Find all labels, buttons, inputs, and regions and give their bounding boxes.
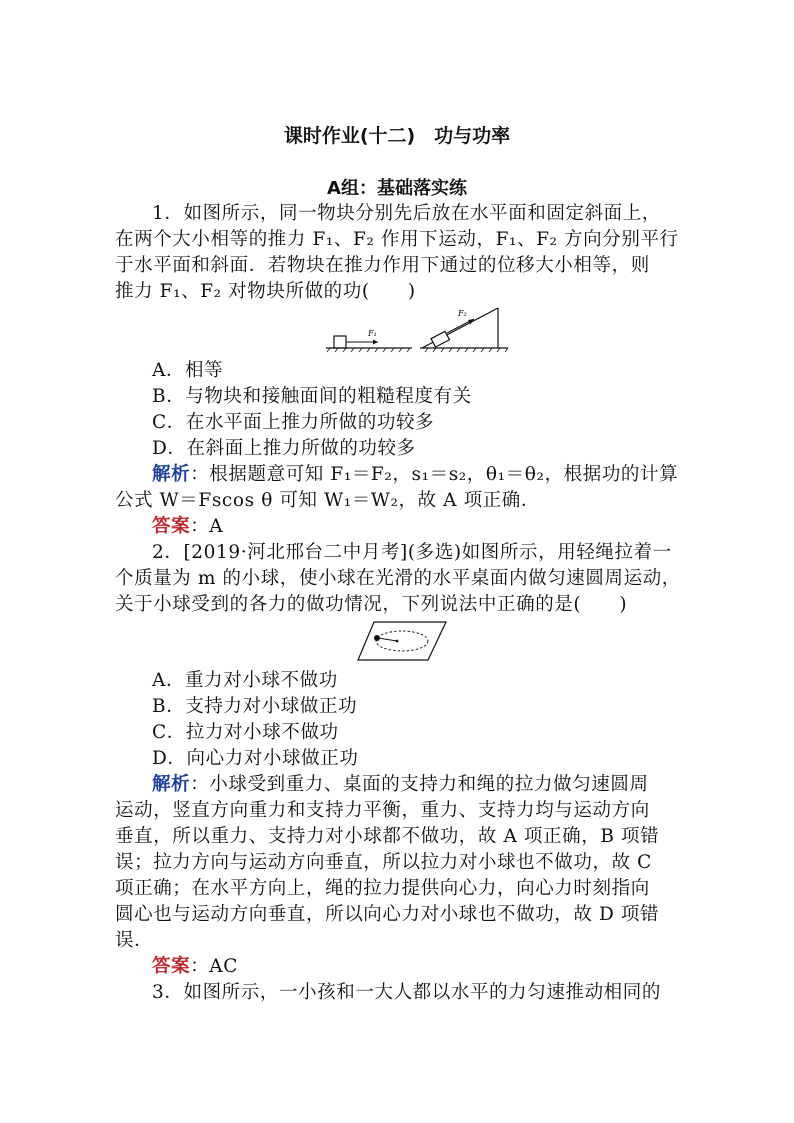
q2-option-d: D．向心力对小球做正功 [152, 748, 359, 769]
q2-line-3: 关于小球受到的各力的做功情况，下列说法中正确的是( ) [115, 594, 628, 615]
q2-analysis-line-4: 误；拉力方向与运动方向垂直，所以拉力对小球也不做功，故 C [115, 852, 652, 873]
q2-option-b: B．支持力对小球做正功 [152, 696, 358, 717]
q1-line-4: 推力 F₁、F₂ 对物块所做的功( ) [115, 281, 416, 302]
answer-text: ：A [190, 516, 224, 537]
analysis-label: 解析 [152, 774, 191, 795]
q1-option-d: D．在斜面上推力所做的功较多 [152, 438, 416, 459]
q1-line-1: 1．如图所示，同一物块分别先后放在水平面和固定斜面上， [152, 203, 661, 224]
page-title: 课时作业(十二) 功与功率 [283, 125, 511, 147]
q2-analysis-line-5: 项正确；在水平方向上，绳的拉力提供向心力，向心力时刻指向 [115, 878, 650, 899]
q2-answer [152, 954, 722, 980]
q1-figure [322, 306, 512, 354]
q1-option-c: C．在水平面上推力所做的功较多 [152, 412, 435, 433]
answer-label: 答案 [152, 516, 191, 537]
answer-label: 答案 [152, 956, 191, 977]
q1-option-b: B．与物块和接触面间的粗糙程度有关 [152, 386, 472, 407]
q1-line-3: 于水平面和斜面．若物块在推力作用下通过的位移大小相等，则 [115, 255, 650, 276]
q2-analysis-line-7: 误． [115, 930, 154, 951]
q1-option-a: A．相等 [152, 360, 224, 381]
q2-analysis-line-1 [152, 772, 722, 798]
section-heading: A组：基础落实练 [327, 178, 467, 199]
f2-label: F₂ [458, 309, 467, 318]
q2-analysis-line-2: 运动，竖直方向重力和支持力平衡，重力、支持力均与运动方向 [115, 800, 650, 821]
q1-line-2: 在两个大小相等的推力 F₁、F₂ 作用下运动，F₁、F₂ 方向分别平行 [115, 229, 679, 250]
q1-answer [152, 514, 722, 540]
q2-option-c: C．拉力对小球不做功 [152, 722, 339, 743]
q1-analysis-line-2: 公式 W＝Fscos θ 可知 W₁＝W₂，故 A 项正确． [115, 490, 540, 511]
analysis-text: ：根据题意可知 F₁＝F₂，s₁＝s₂，θ₁＝θ₂，根据功的计算 [190, 464, 679, 485]
q2-analysis-line-6: 圆心也与运动方向垂直，所以向心力对小球也不做功，故 D 项错 [115, 904, 660, 925]
q2-line-1: 2．[2019·河北邢台二中月考](多选)如图所示，用轻绳拉着一 [152, 542, 672, 563]
q2-analysis-line-3: 垂直，所以重力、支持力对小球都不做功，故 A 项正确，B 项错 [115, 826, 660, 847]
answer-text: ：AC [190, 956, 239, 977]
f1-label: F₁ [368, 329, 377, 338]
analysis-text: ：小球受到重力、桌面的支持力和绳的拉力做匀速圆周 [190, 774, 649, 795]
q2-option-a: A．重力对小球不做功 [152, 670, 338, 691]
q2-figure [356, 620, 448, 662]
q2-line-2: 个质量为 m 的小球，使小球在光滑的水平桌面内做匀速圆周运动， [115, 568, 681, 589]
q1-analysis-line-1 [152, 462, 722, 488]
q3-line-1: 3．如图所示，一小孩和一大人都以水平的力匀速推动相同的 [152, 982, 661, 1003]
analysis-label: 解析 [152, 464, 191, 485]
